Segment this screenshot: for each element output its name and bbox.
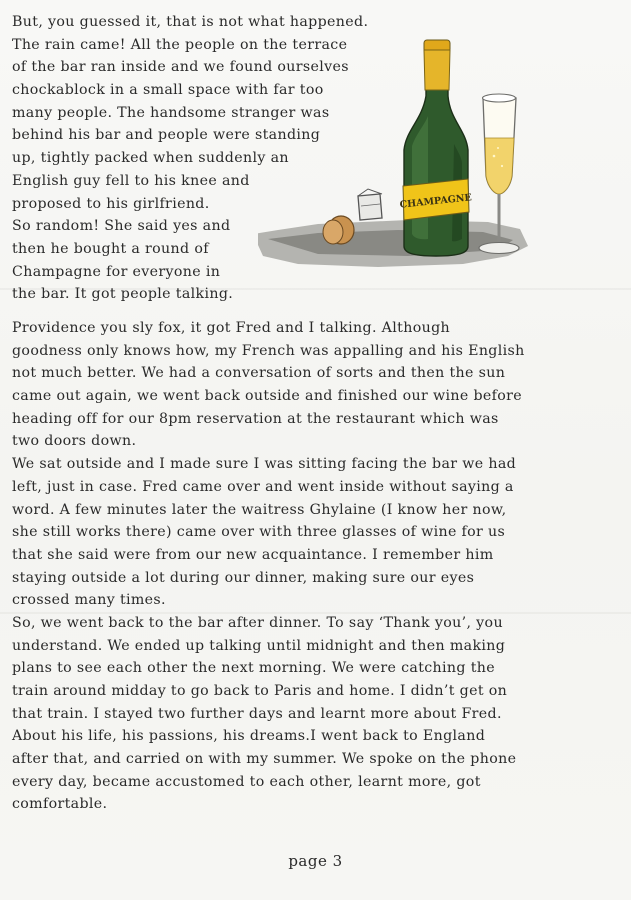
text-line: goodness only knows how, my French was appalling and his English xyxy=(12,342,525,359)
text-line: proposed to his girlfriend. xyxy=(12,195,210,212)
story-text-main xyxy=(12,317,525,816)
text-line: then he bought a round of xyxy=(12,240,209,257)
champagne-illustration-icon xyxy=(258,34,528,294)
text-line: So, we went back to the bar after dinner. To say ‘Thank you’, you xyxy=(12,614,503,631)
text-line: the bar. It got people talking. xyxy=(12,286,234,303)
text-line: many people. The handsome stranger was xyxy=(12,104,330,121)
text-line: not much better. We had a conversation of sorts and then the sun xyxy=(12,365,506,382)
text-line: About his life, his passions, his dreams.I went back to England xyxy=(12,728,486,745)
text-line: staying outside a lot during our dinner, making sure our eyes xyxy=(12,569,475,586)
text-line: But, you guessed it, that is not what happened. xyxy=(12,14,369,30)
text-line: left, just in case. Fred came over and went inside without saying a xyxy=(12,478,514,495)
text-line: chockablock in a small space with far too xyxy=(12,82,324,99)
page-number: page 3 xyxy=(288,852,343,870)
text-line: comfortable. xyxy=(12,796,108,813)
text-line: crossed many times. xyxy=(12,592,166,609)
text-line: The rain came! All the people on the terrace xyxy=(12,36,348,53)
text-line: came out again, we went back outside and finished our wine before xyxy=(12,388,523,405)
text-line: two doors down. xyxy=(12,433,137,450)
text-line: that she said were from our new acquaintance. I remember him xyxy=(12,546,494,563)
text-line: English guy fell to his knee and xyxy=(12,172,250,189)
text-line: understand. We ended up talking until midnight and then making xyxy=(12,637,506,654)
text-line: up, tightly packed when suddenly an xyxy=(12,150,289,167)
text-line: every day, became accustomed to each other, learnt more, got xyxy=(12,773,481,790)
text-line: that train. I stayed two further days and learnt more about Fred. xyxy=(12,705,502,722)
text-line: Providence you sly fox, it got Fred and I talking. Although xyxy=(12,320,450,336)
text-line: heading off for our 8pm reservation at the restaurant which was xyxy=(12,410,499,427)
text-line: We sat outside and I made sure I was sitting facing the bar we had xyxy=(12,456,517,473)
text-line: behind his bar and people were standing xyxy=(12,127,321,144)
text-line: of the bar ran inside and we found ourselves xyxy=(12,59,349,76)
text-line: after that, and carried on with my summer. We spoke on the phone xyxy=(12,751,517,768)
bottle-label: CHAMPAGNE xyxy=(399,192,473,211)
text-line: word. A few minutes later the waitress Ghylaine (I know her now, xyxy=(12,501,507,518)
text-line: plans to see each other the next morning. We were catching the xyxy=(12,660,495,677)
text-line: she still works there) came over with three glasses of wine for us xyxy=(12,524,506,541)
text-line: Champagne for everyone in xyxy=(12,263,221,280)
text-line: train around midday to go back to Paris and home. I didn’t get on xyxy=(12,683,508,699)
text-line: So random! She said yes and xyxy=(12,218,231,235)
